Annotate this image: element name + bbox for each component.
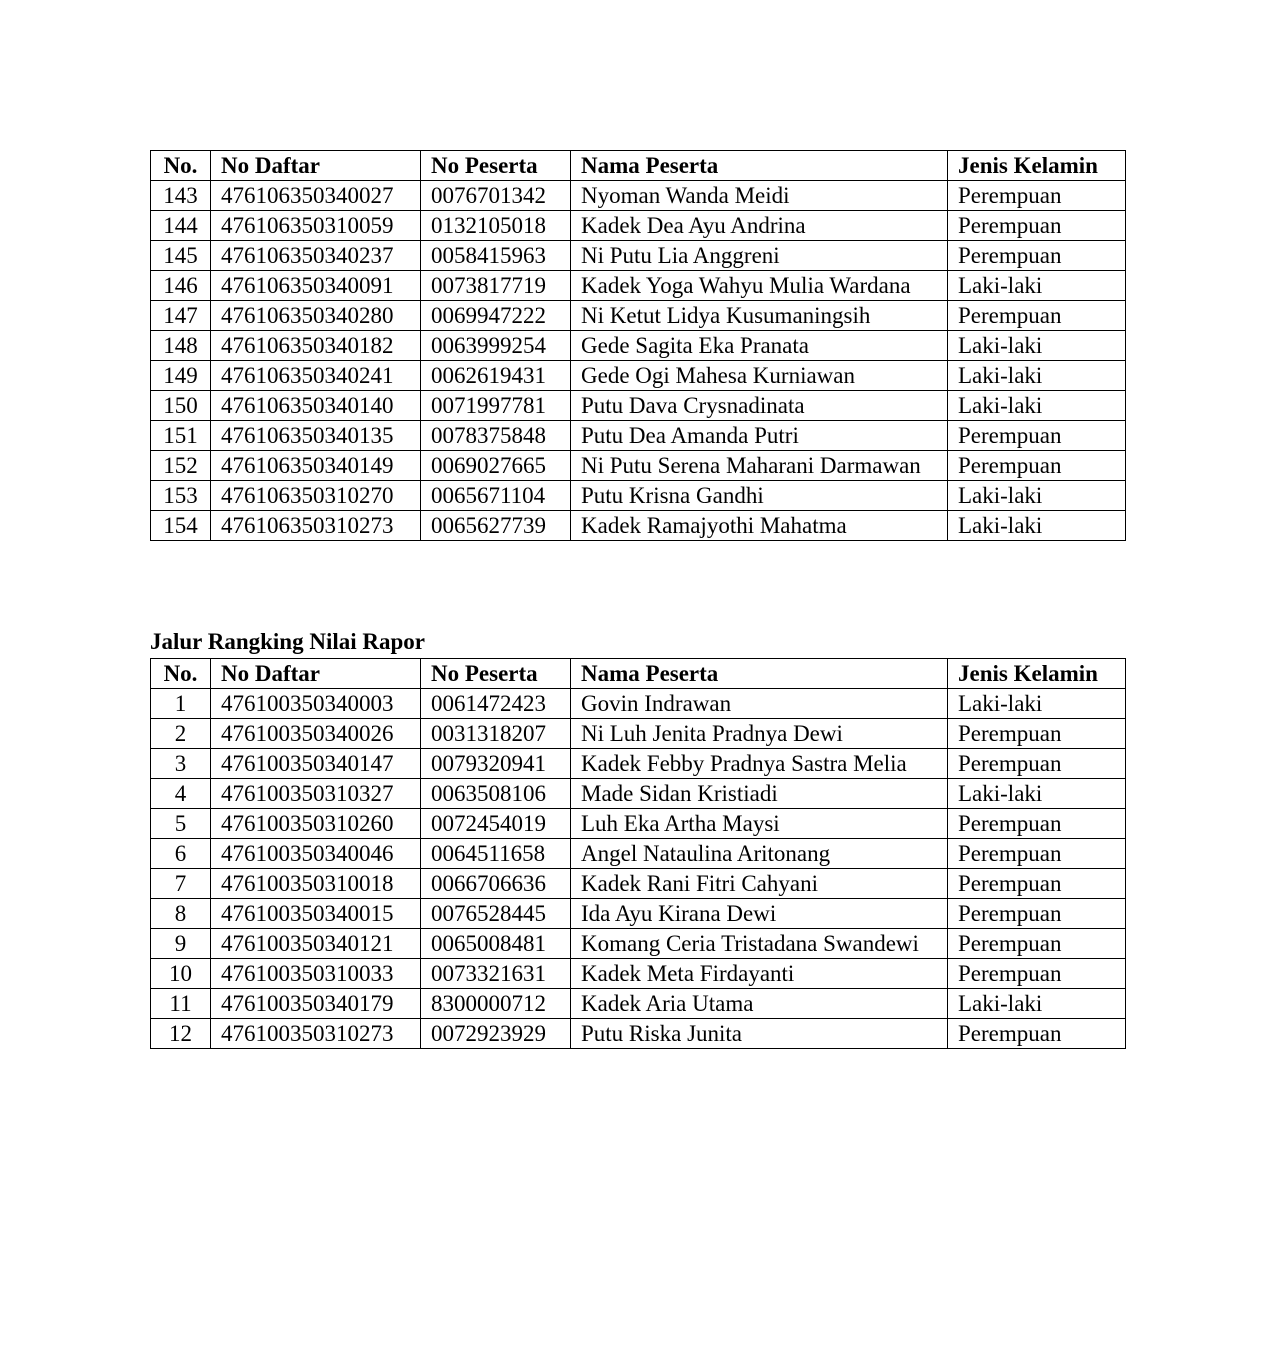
cell-no: 12 <box>151 1019 211 1049</box>
cell-nama-peserta: Ni Ketut Lidya Kusumaningsih <box>571 301 948 331</box>
cell-no-daftar: 476100350340026 <box>211 719 421 749</box>
table-row <box>151 749 1126 779</box>
cell-jenis-kelamin: Laki-laki <box>948 689 1126 719</box>
cell-nama-peserta: Kadek Yoga Wahyu Mulia Wardana <box>571 271 948 301</box>
cell-no: 4 <box>151 779 211 809</box>
table-row <box>151 271 1126 301</box>
cell-nama-peserta: Putu Dava Crysnadinata <box>571 391 948 421</box>
participant-table-2 <box>150 658 1126 1049</box>
cell-nama-peserta: Kadek Febby Pradnya Sastra Melia <box>571 749 948 779</box>
table-row <box>151 451 1126 481</box>
cell-no-daftar: 476106350310273 <box>211 511 421 541</box>
cell-jenis-kelamin: Perempuan <box>948 929 1126 959</box>
cell-no-peserta: 0065008481 <box>421 929 571 959</box>
cell-no-peserta: 0065627739 <box>421 511 571 541</box>
cell-nama-peserta: Made Sidan Kristiadi <box>571 779 948 809</box>
header-no-daftar: No Daftar <box>211 151 421 181</box>
header-no: No. <box>151 151 211 181</box>
cell-no-peserta: 8300000712 <box>421 989 571 1019</box>
table-row <box>151 301 1126 331</box>
table-row <box>151 361 1126 391</box>
table-row <box>151 181 1126 211</box>
cell-no: 153 <box>151 481 211 511</box>
cell-no-peserta: 0063999254 <box>421 331 571 361</box>
cell-no: 1 <box>151 689 211 719</box>
table-row <box>151 1019 1126 1049</box>
cell-no-daftar: 476100350340003 <box>211 689 421 719</box>
cell-nama-peserta: Putu Riska Junita <box>571 1019 948 1049</box>
cell-no-peserta: 0076528445 <box>421 899 571 929</box>
cell-no-peserta: 0031318207 <box>421 719 571 749</box>
table-row <box>151 959 1126 989</box>
cell-no-daftar: 476100350310018 <box>211 869 421 899</box>
cell-no-daftar: 476106350340027 <box>211 181 421 211</box>
cell-no: 154 <box>151 511 211 541</box>
cell-no-peserta: 0132105018 <box>421 211 571 241</box>
cell-jenis-kelamin: Laki-laki <box>948 331 1126 361</box>
cell-jenis-kelamin: Perempuan <box>948 181 1126 211</box>
table-row <box>151 241 1126 271</box>
cell-no: 148 <box>151 331 211 361</box>
table-row <box>151 481 1126 511</box>
cell-nama-peserta: Putu Krisna Gandhi <box>571 481 948 511</box>
cell-no-daftar: 476100350310327 <box>211 779 421 809</box>
cell-nama-peserta: Nyoman Wanda Meidi <box>571 181 948 211</box>
header-nama-peserta: Nama Peserta <box>571 659 948 689</box>
cell-nama-peserta: Ni Putu Lia Anggreni <box>571 241 948 271</box>
cell-no: 9 <box>151 929 211 959</box>
table-header-row <box>151 151 1126 181</box>
cell-jenis-kelamin: Perempuan <box>948 719 1126 749</box>
cell-jenis-kelamin: Perempuan <box>948 809 1126 839</box>
cell-jenis-kelamin: Laki-laki <box>948 481 1126 511</box>
cell-nama-peserta: Kadek Ramajyothi Mahatma <box>571 511 948 541</box>
cell-no-daftar: 476106350340237 <box>211 241 421 271</box>
cell-nama-peserta: Kadek Aria Utama <box>571 989 948 1019</box>
cell-no: 150 <box>151 391 211 421</box>
table-row <box>151 989 1126 1019</box>
table-row <box>151 689 1126 719</box>
cell-jenis-kelamin: Laki-laki <box>948 511 1126 541</box>
cell-no-peserta: 0063508106 <box>421 779 571 809</box>
header-jenis-kelamin: Jenis Kelamin <box>948 151 1126 181</box>
cell-no-peserta: 0071997781 <box>421 391 571 421</box>
cell-nama-peserta: Ni Putu Serena Maharani Darmawan <box>571 451 948 481</box>
cell-no: 2 <box>151 719 211 749</box>
cell-nama-peserta: Kadek Meta Firdayanti <box>571 959 948 989</box>
cell-no-peserta: 0078375848 <box>421 421 571 451</box>
cell-jenis-kelamin: Perempuan <box>948 839 1126 869</box>
header-no: No. <box>151 659 211 689</box>
cell-no-daftar: 476100350310033 <box>211 959 421 989</box>
cell-no-daftar: 476106350340135 <box>211 421 421 451</box>
cell-nama-peserta: Ida Ayu Kirana Dewi <box>571 899 948 929</box>
cell-no-daftar: 476106350310059 <box>211 211 421 241</box>
table-row <box>151 211 1126 241</box>
cell-jenis-kelamin: Laki-laki <box>948 361 1126 391</box>
cell-nama-peserta: Kadek Rani Fitri Cahyani <box>571 869 948 899</box>
cell-jenis-kelamin: Laki-laki <box>948 271 1126 301</box>
cell-no-peserta: 0069947222 <box>421 301 571 331</box>
cell-jenis-kelamin: Perempuan <box>948 959 1126 989</box>
cell-no: 5 <box>151 809 211 839</box>
cell-no: 149 <box>151 361 211 391</box>
cell-jenis-kelamin: Perempuan <box>948 421 1126 451</box>
cell-jenis-kelamin: Perempuan <box>948 749 1126 779</box>
table-row <box>151 899 1126 929</box>
cell-no: 151 <box>151 421 211 451</box>
cell-no: 7 <box>151 869 211 899</box>
cell-no-peserta: 0079320941 <box>421 749 571 779</box>
header-no-peserta: No Peserta <box>421 659 571 689</box>
cell-no-daftar: 476106350340091 <box>211 271 421 301</box>
cell-no-daftar: 476100350340121 <box>211 929 421 959</box>
cell-no-peserta: 0058415963 <box>421 241 571 271</box>
cell-no-peserta: 0064511658 <box>421 839 571 869</box>
table-row <box>151 421 1126 451</box>
cell-no: 145 <box>151 241 211 271</box>
cell-jenis-kelamin: Perempuan <box>948 301 1126 331</box>
cell-no: 144 <box>151 211 211 241</box>
cell-no: 8 <box>151 899 211 929</box>
header-jenis-kelamin: Jenis Kelamin <box>948 659 1126 689</box>
table-row <box>151 809 1126 839</box>
cell-no-daftar: 476106350340149 <box>211 451 421 481</box>
cell-no: 147 <box>151 301 211 331</box>
cell-no: 11 <box>151 989 211 1019</box>
table-row <box>151 511 1126 541</box>
cell-no-peserta: 0061472423 <box>421 689 571 719</box>
cell-no-daftar: 476106350340280 <box>211 301 421 331</box>
cell-no-daftar: 476100350340147 <box>211 749 421 779</box>
cell-no-daftar: 476106350310270 <box>211 481 421 511</box>
table-row <box>151 719 1126 749</box>
cell-nama-peserta: Gede Ogi Mahesa Kurniawan <box>571 361 948 391</box>
cell-jenis-kelamin: Perempuan <box>948 869 1126 899</box>
table-row <box>151 839 1126 869</box>
cell-nama-peserta: Govin Indrawan <box>571 689 948 719</box>
cell-no-peserta: 0076701342 <box>421 181 571 211</box>
cell-jenis-kelamin: Perempuan <box>948 451 1126 481</box>
cell-jenis-kelamin: Perempuan <box>948 211 1126 241</box>
header-no-peserta: No Peserta <box>421 151 571 181</box>
cell-no-daftar: 476100350340179 <box>211 989 421 1019</box>
cell-no: 6 <box>151 839 211 869</box>
cell-no: 146 <box>151 271 211 301</box>
cell-nama-peserta: Gede Sagita Eka Pranata <box>571 331 948 361</box>
table-header-row <box>151 659 1126 689</box>
cell-nama-peserta: Putu Dea Amanda Putri <box>571 421 948 451</box>
cell-jenis-kelamin: Perempuan <box>948 899 1126 929</box>
cell-no: 3 <box>151 749 211 779</box>
cell-no-daftar: 476100350310260 <box>211 809 421 839</box>
table-row <box>151 929 1126 959</box>
cell-jenis-kelamin: Perempuan <box>948 1019 1126 1049</box>
table-row <box>151 869 1126 899</box>
header-no-daftar: No Daftar <box>211 659 421 689</box>
cell-no-peserta: 0069027665 <box>421 451 571 481</box>
cell-nama-peserta: Luh Eka Artha Maysi <box>571 809 948 839</box>
cell-nama-peserta: Kadek Dea Ayu Andrina <box>571 211 948 241</box>
table-row <box>151 331 1126 361</box>
cell-no-daftar: 476106350340241 <box>211 361 421 391</box>
cell-no-peserta: 0072923929 <box>421 1019 571 1049</box>
cell-no-daftar: 476106350340140 <box>211 391 421 421</box>
cell-jenis-kelamin: Laki-laki <box>948 989 1126 1019</box>
table-row <box>151 779 1126 809</box>
section-title: Jalur Rangking Nilai Rapor <box>150 629 425 654</box>
cell-no: 143 <box>151 181 211 211</box>
cell-nama-peserta: Angel Nataulina Aritonang <box>571 839 948 869</box>
cell-no: 10 <box>151 959 211 989</box>
header-nama-peserta: Nama Peserta <box>571 151 948 181</box>
participant-table-1 <box>150 150 1126 541</box>
cell-nama-peserta: Ni Luh Jenita Pradnya Dewi <box>571 719 948 749</box>
cell-no-daftar: 476106350340182 <box>211 331 421 361</box>
table-row <box>151 391 1126 421</box>
cell-jenis-kelamin: Laki-laki <box>948 391 1126 421</box>
cell-no-daftar: 476100350310273 <box>211 1019 421 1049</box>
cell-no-daftar: 476100350340015 <box>211 899 421 929</box>
cell-jenis-kelamin: Laki-laki <box>948 779 1126 809</box>
cell-no-peserta: 0065671104 <box>421 481 571 511</box>
cell-no-peserta: 0073321631 <box>421 959 571 989</box>
cell-no-daftar: 476100350340046 <box>211 839 421 869</box>
cell-no-peserta: 0072454019 <box>421 809 571 839</box>
cell-no: 152 <box>151 451 211 481</box>
cell-no-peserta: 0062619431 <box>421 361 571 391</box>
cell-jenis-kelamin: Perempuan <box>948 241 1126 271</box>
cell-no-peserta: 0066706636 <box>421 869 571 899</box>
cell-no-peserta: 0073817719 <box>421 271 571 301</box>
cell-nama-peserta: Komang Ceria Tristadana Swandewi <box>571 929 948 959</box>
